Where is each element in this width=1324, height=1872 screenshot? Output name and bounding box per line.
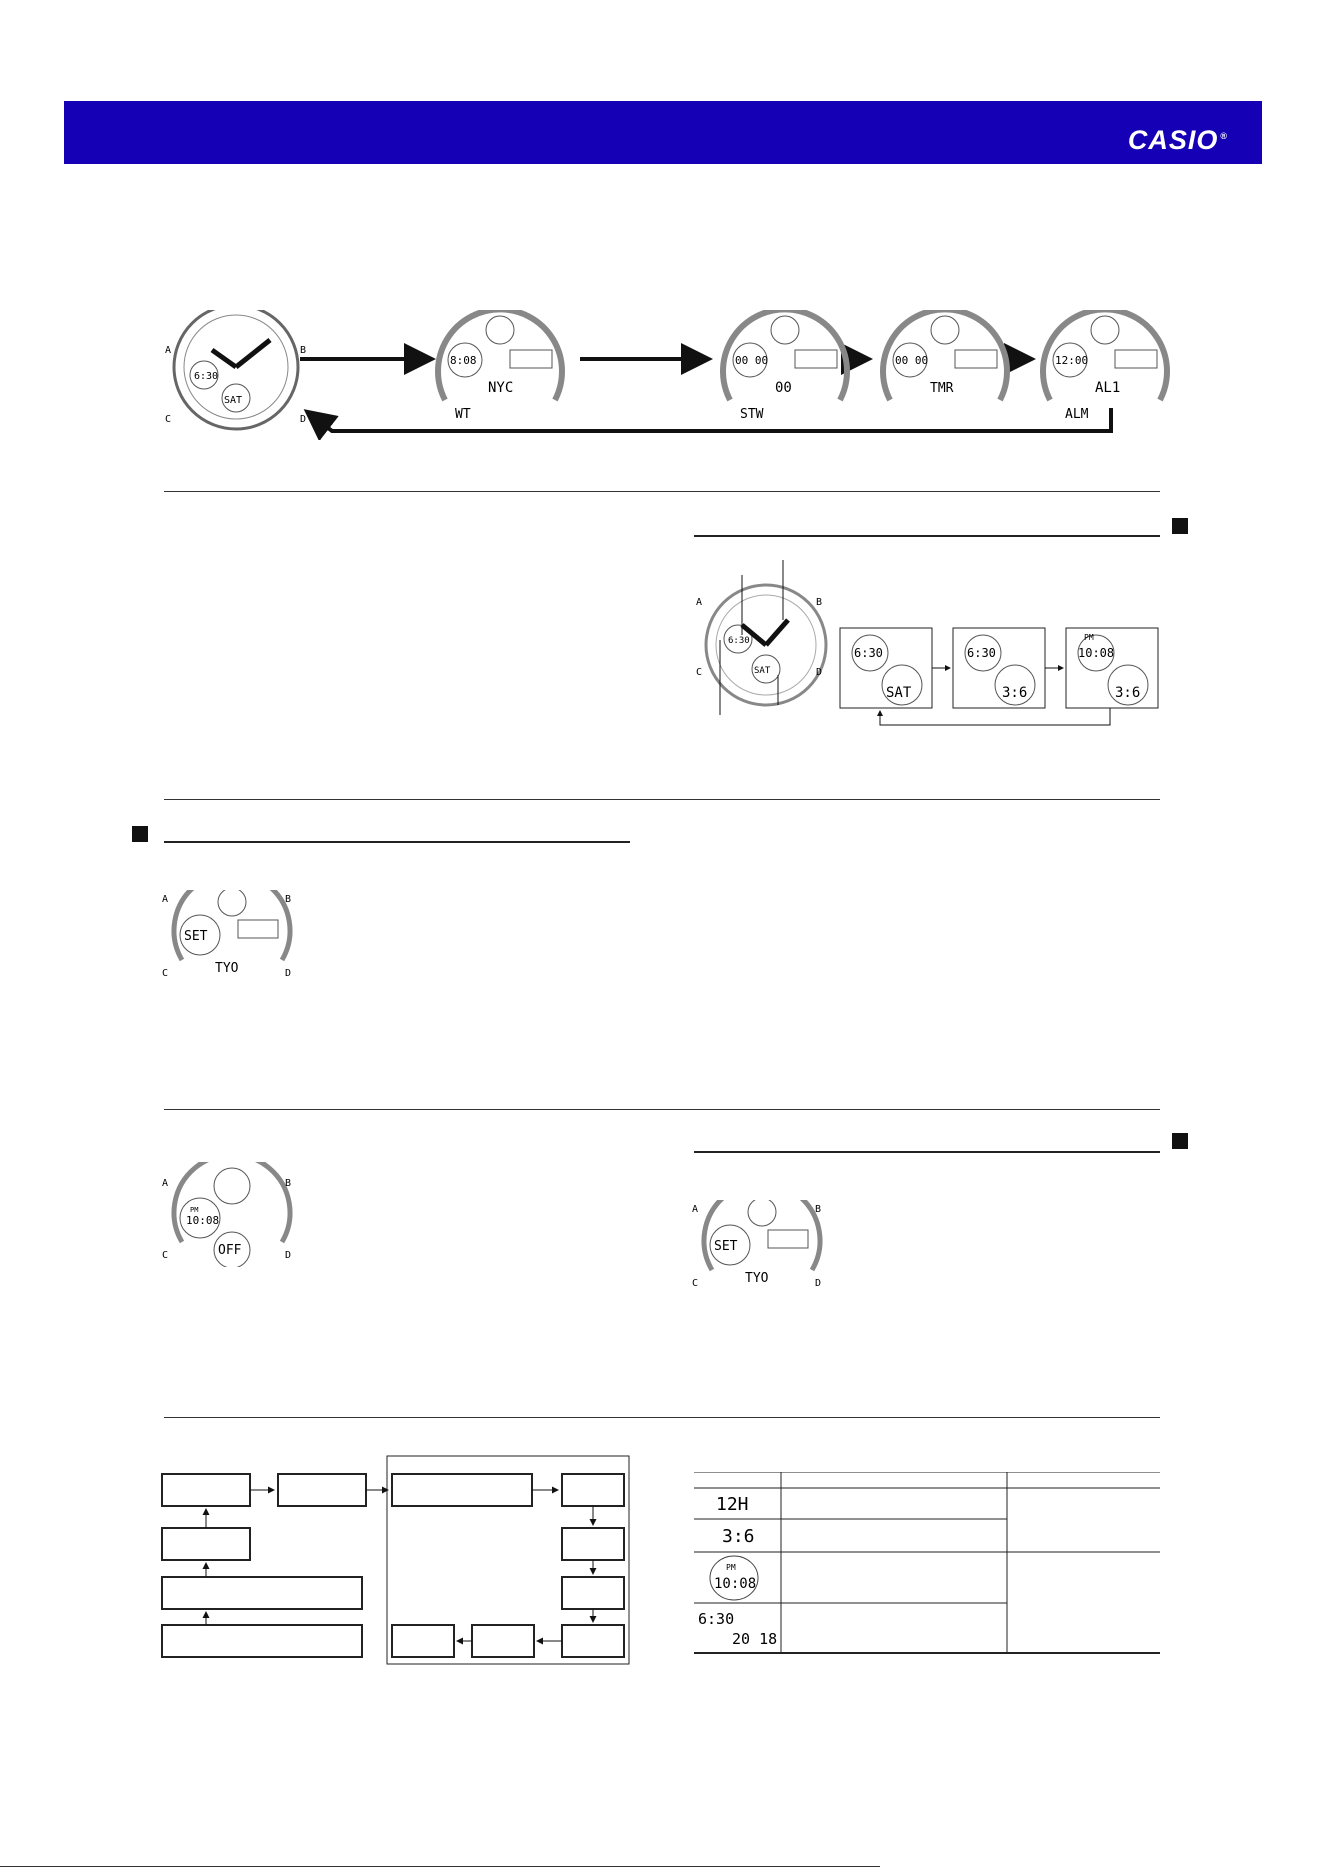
sw-button-c: C [162, 968, 169, 979]
dst-button-c: C [162, 1250, 169, 1261]
sw-button-d: D [285, 968, 292, 979]
screen3-main: 10:08 [1078, 646, 1115, 660]
watch5-sub: AL1 [1095, 380, 1121, 396]
sw-button-a: A [162, 894, 169, 905]
flow-step [392, 1625, 454, 1657]
footer-rule [0, 1866, 880, 1867]
section-divider [164, 1417, 1160, 1418]
casio-logo: CASIO ® [1127, 125, 1228, 155]
ind-watch-sub: SAT [754, 666, 771, 676]
button-b-label: B [300, 345, 307, 356]
watch4-time: 00 00 [895, 354, 929, 367]
screen3-pm: PM [1084, 633, 1094, 642]
display-format-table [694, 1472, 1160, 1659]
flow-step [162, 1528, 250, 1560]
watch3-sub: 00 [775, 380, 792, 396]
watch5-time: 12:00 [1055, 354, 1089, 367]
ind-button-c: C [696, 667, 703, 678]
row4-date: 20 18 [732, 1630, 778, 1648]
flow-step [278, 1474, 366, 1506]
watch2-time: 8:08 [450, 354, 477, 367]
setting-flash: SET [184, 929, 208, 944]
screen1-main: 6:30 [854, 646, 883, 660]
flow-step [562, 1577, 624, 1609]
flow-step [162, 1577, 362, 1609]
dst-watch-diagram [160, 1162, 305, 1267]
row1-icon: 12H [716, 1494, 749, 1515]
button-c-label: C [165, 414, 172, 425]
watch3-label: STW [740, 407, 764, 422]
sw2-button-b: B [815, 1204, 822, 1215]
row2-icon: 3:6 [722, 1526, 755, 1547]
section-marker [132, 826, 148, 842]
mode-flow-diagram [150, 310, 1180, 440]
flow-step [562, 1474, 624, 1506]
dst-value: OFF [218, 1243, 242, 1258]
indicator-screen-2 [953, 628, 1045, 708]
sw-button-b: B [285, 894, 292, 905]
return-arrow [310, 408, 1111, 431]
dst-button-d: D [285, 1250, 292, 1261]
screen2-sub: 3:6 [1002, 685, 1028, 701]
subsection-rule [694, 535, 1160, 537]
sw2-button-a: A [692, 1204, 699, 1215]
row4-time: 6:30 [698, 1610, 735, 1628]
flow-step [162, 1625, 362, 1657]
section-divider [164, 491, 1160, 492]
setting2-flash: SET [714, 1239, 738, 1254]
flow-step [472, 1625, 534, 1657]
setting-watch-diagram-2 [690, 1200, 835, 1290]
indicator-diagram [690, 555, 1170, 730]
setting-watch-diagram [160, 890, 305, 980]
watch1-sub: SAT [224, 395, 243, 406]
screen1-sub: SAT [886, 685, 912, 701]
subsection-rule [694, 1151, 1160, 1153]
ind-watch-time: 6:30 [728, 636, 750, 646]
ind-button-d: D [816, 667, 823, 678]
setting-sequence-flowchart [160, 1455, 635, 1670]
setting2-city: TYO [745, 1271, 769, 1286]
section-divider [164, 799, 1160, 800]
dst-time: 10:08 [186, 1214, 220, 1227]
dst-pm: PM [190, 1206, 199, 1214]
watch5-label: ALM [1065, 407, 1089, 422]
watch3-time: 00 00 [735, 354, 769, 367]
watch2-label: WT [455, 407, 471, 422]
dst-button-a: A [162, 1178, 169, 1189]
flow-step [392, 1474, 532, 1506]
watch-face-timekeeping [174, 310, 298, 429]
sw2-button-d: D [815, 1278, 822, 1289]
flow-step [562, 1625, 624, 1657]
watch1-time: 6:30 [194, 371, 219, 382]
ind-button-b: B [816, 597, 823, 608]
setting-city: TYO [215, 961, 239, 976]
flow-step [562, 1528, 624, 1560]
watch4-sub: TMR [930, 381, 954, 396]
flow-step [162, 1474, 250, 1506]
sw2-button-c: C [692, 1278, 699, 1289]
header-banner [64, 101, 1262, 164]
watch2-sub: NYC [488, 380, 514, 396]
section-divider [164, 1109, 1160, 1110]
section-marker [1172, 518, 1188, 534]
subsection-rule [164, 841, 630, 843]
row3-pm: PM [726, 1563, 736, 1572]
section-marker [1172, 1133, 1188, 1149]
row3-time: 10:08 [714, 1576, 757, 1592]
screen2-main: 6:30 [967, 646, 996, 660]
display-table-svg [694, 1472, 1160, 1654]
dst-button-b: B [285, 1178, 292, 1189]
indicator-screen-3 [1066, 628, 1158, 708]
button-d-label: D [300, 414, 307, 425]
ind-button-a: A [696, 597, 703, 608]
button-a-label: A [165, 345, 172, 356]
screen3-sub: 3:6 [1115, 685, 1141, 701]
